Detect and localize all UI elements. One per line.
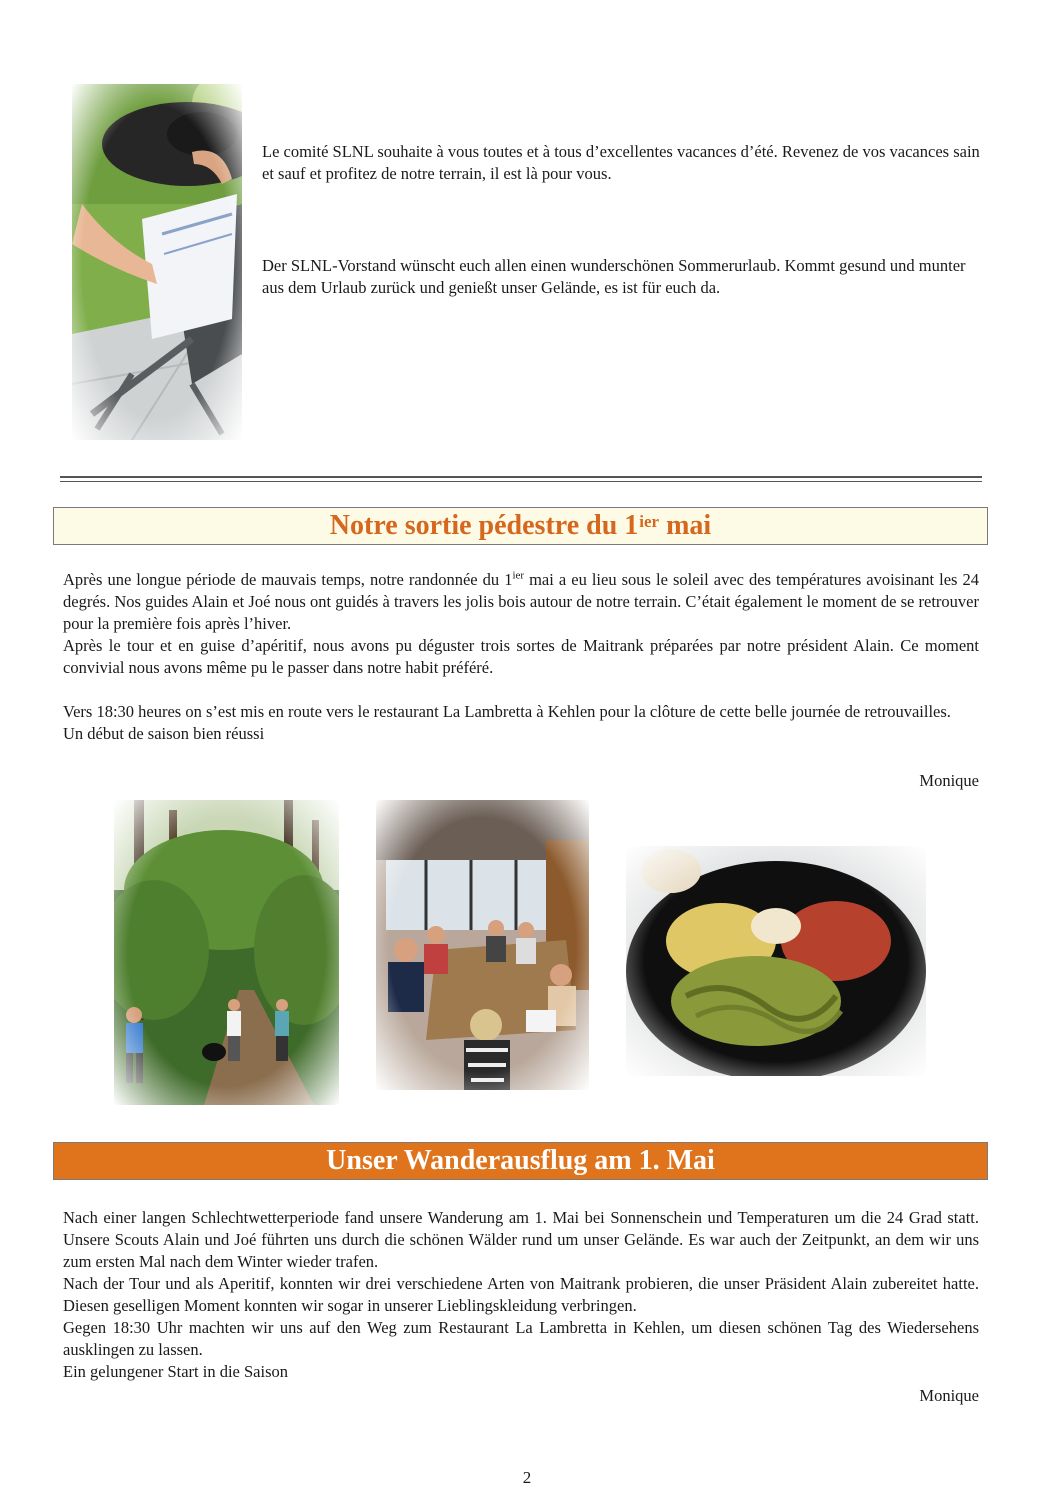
french-title-text: Notre sortie pédestre du 1 [329,510,639,541]
french-article-body [63,569,979,745]
french-title-superscript: ier [639,512,660,531]
french-paragraph-1: Après une longue période de mauvais temps, notre randonnée du $1^{ier}$ mai a eu lieu sous le soleil avec des températures avoisinant les 24 degrés. Nos guides Alain et Joé nous ont guidés à travers les jolis bois autour de notre terrain. C’était également le moment de se retrouver pour la première fois après l’hiver. [63,569,979,633]
german-section-title: Unser Wanderausflug am 1. Mai [53,1142,988,1180]
section-divider-line [60,476,982,478]
restaurant-group-photo [376,800,589,1090]
german-article-body [63,1207,979,1383]
german-paragraph-1: Nach einer langen Schlechtwetterperiode fand unsere Wanderung am 1. Mai bei Sonnenschein und Temperaturen um die 24 Grad statt. Unsere Scouts Alain und Joé führten uns durch die schönen Wälder rund um unser Gelände. Es war auch der Zeitpunkt, an dem wir uns zum ersten Mal nach dem Winter wieder trafen. [63,1208,979,1271]
french-section-title [53,507,988,545]
intro-german-paragraph: Der SLNL-Vorstand wünscht euch allen einen wunderschönen Sommerurlaub. Kommt gesund und munter aus dem Urlaub zurück und genießt unser Gelände, es ist für euch da. [262,256,966,297]
german-paragraph-4: Ein gelungener Start in die Saison [63,1362,288,1381]
german-paragraph-3: Gegen 18:30 Uhr machten wir uns auf den Weg zum Restaurant La Lambretta in Kehlen, um diesen schönen Tag des Wiedersehens ausklingen zu lassen. [63,1318,979,1359]
page-number: 2 [522,1468,532,1487]
french-signature: Monique [919,771,979,790]
german-paragraph-2: Nach der Tour und als Aperitif, konnten wir drei verschiedene Arten von Maitrank probieren, die unser Präsident Alain zubereitet hatte. Diesen geselligen Moment konnten wir sogar in unserer Lieblingskleidung verbringen. [63,1274,979,1315]
french-paragraph-4: Un début de saison bien réussi [63,724,265,743]
french-paragraph-3: Vers 18:30 heures on s’est mis en route vers le restaurant La Lambretta à Kehlen pour la clôture de cette belle journée de retrouvailles. [63,702,951,721]
german-signature: Monique [919,1386,979,1405]
forest-hike-photo [114,800,339,1105]
french-paragraph-2: Après le tour et en guise d’apéritif, nous avons pu déguster trois sortes de Maitrank préparées par notre président Alain. Ce moment convivial nous avons même pu le passer dans notre habit préféré. [63,636,979,677]
blank-line [63,679,979,701]
pasta-plate-photo [626,846,926,1076]
french-title-end: mai [659,510,712,541]
summer-lounge-photo [72,84,242,440]
section-divider-line-thin [60,481,982,482]
intro-french-paragraph: Le comité SLNL souhaite à vous toutes et à tous d’excellentes vacances d’été. Revenez de vos vacances sain et sauf et profitez de notre terrain, il est là pour vous. [262,142,980,183]
